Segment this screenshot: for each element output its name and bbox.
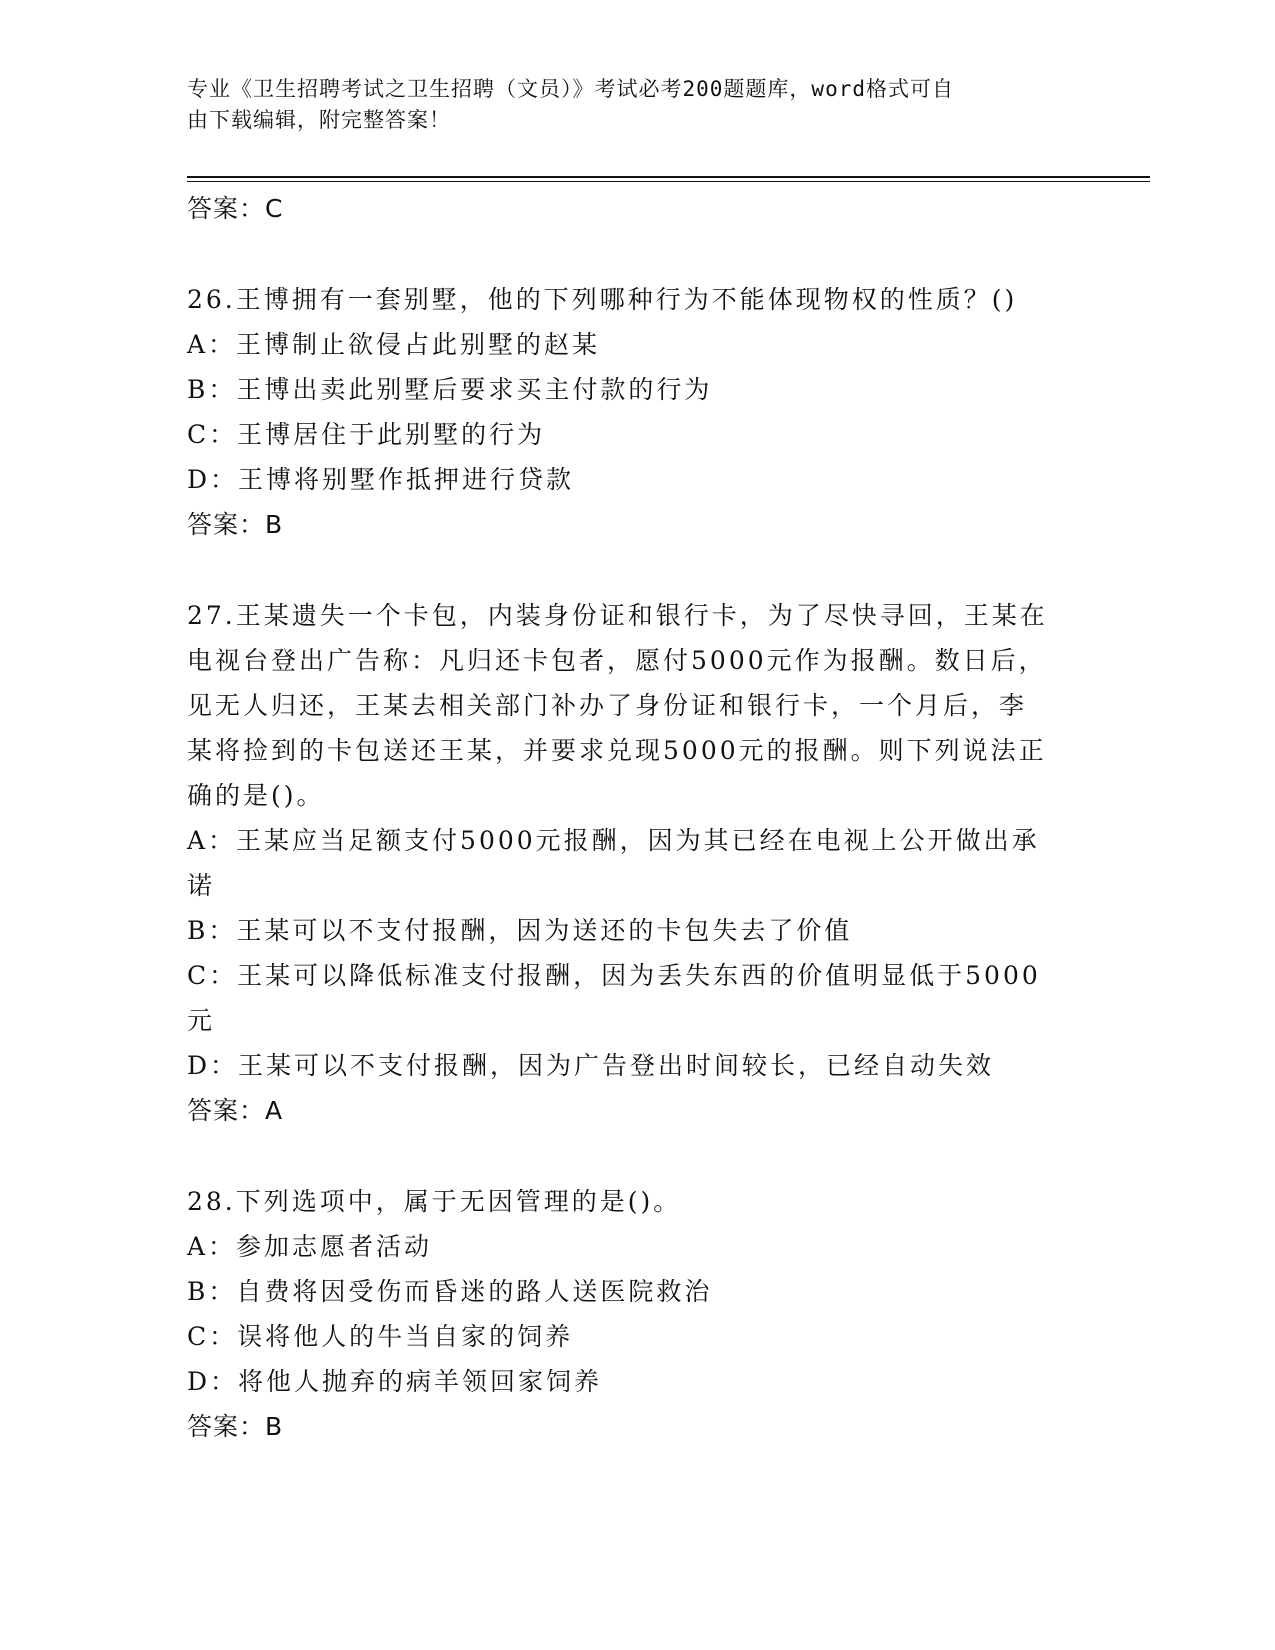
question-list — [187, 186, 1067, 1449]
question-block-27 — [187, 593, 1067, 1133]
option-a: A：参加志愿者活动 — [187, 1232, 433, 1261]
option-a: A：王博制止欲侵占此别墅的赵某 — [187, 330, 601, 359]
question-text-line: 27.王某遗失一个卡包，内装身份证和银行卡，为了尽快寻回，王某在 — [187, 601, 1048, 630]
document-header — [187, 74, 1067, 136]
option-b: B：王某可以不支付报酬，因为送还的卡包失去了价值 — [187, 916, 853, 945]
question-text-line: 某将捡到的卡包送还王某，并要求兑现5000元的报酬。则下列说法正 — [187, 736, 1047, 765]
option-d: D：王某可以不支付报酬，因为广告登出时间较长，已经自动失效 — [187, 1051, 995, 1080]
header-divider-thick — [187, 176, 1150, 178]
option-c: C：误将他人的牛当自家的饲养 — [187, 1322, 574, 1351]
question-block-26 — [187, 277, 1067, 547]
answer-line: 答案：B — [187, 510, 284, 539]
question-text-line: 电视台登出广告称：凡归还卡包者，愿付5000元作为报酬。数日后， — [187, 646, 1047, 675]
answer-line: 答案：B — [187, 1412, 284, 1441]
question-text-line: 见无人归还，王某去相关部门补办了身份证和银行卡，一个月后，李 — [187, 691, 1028, 720]
question-text-line: 确的是()。 — [187, 781, 325, 810]
answer-line: 答案：A — [187, 1096, 284, 1125]
option-c: C：王某可以降低标准支付报酬，因为丢失东西的价值明显低于5000 — [187, 961, 1041, 990]
spacer — [187, 547, 1067, 593]
option-d: D：王博将别墅作抵押进行贷款 — [187, 465, 575, 494]
spacer — [187, 231, 1067, 277]
option-a-continued: 诺 — [187, 871, 216, 900]
option-c: C：王博居住于此别墅的行为 — [187, 420, 546, 449]
option-c-continued: 元 — [187, 1006, 216, 1035]
option-a: A：王某应当足额支付5000元报酬，因为其已经在电视上公开做出承 — [187, 826, 1040, 855]
spacer — [187, 1133, 1067, 1179]
option-b: B：王博出卖此别墅后要求买主付款的行为 — [187, 375, 713, 404]
option-d: D：将他人抛弃的病羊领回家饲养 — [187, 1367, 603, 1396]
answer-line: 答案：C — [187, 194, 284, 223]
question-text: 28.下列选项中，属于无因管理的是()。 — [187, 1187, 682, 1216]
header-line-2: 由下载编辑，附完整答案！ — [187, 108, 451, 132]
question-text: 26.王博拥有一套别墅，他的下列哪种行为不能体现物权的性质？() — [187, 285, 1018, 314]
option-b: B：自费将因受伤而昏迷的路人送医院救治 — [187, 1277, 713, 1306]
header-divider-thin — [187, 181, 1150, 182]
question-block-28 — [187, 1179, 1067, 1449]
header-line-1: 专业《卫生招聘考试之卫生招聘（文员）》考试必考200题题库，word格式可自 — [187, 77, 954, 101]
